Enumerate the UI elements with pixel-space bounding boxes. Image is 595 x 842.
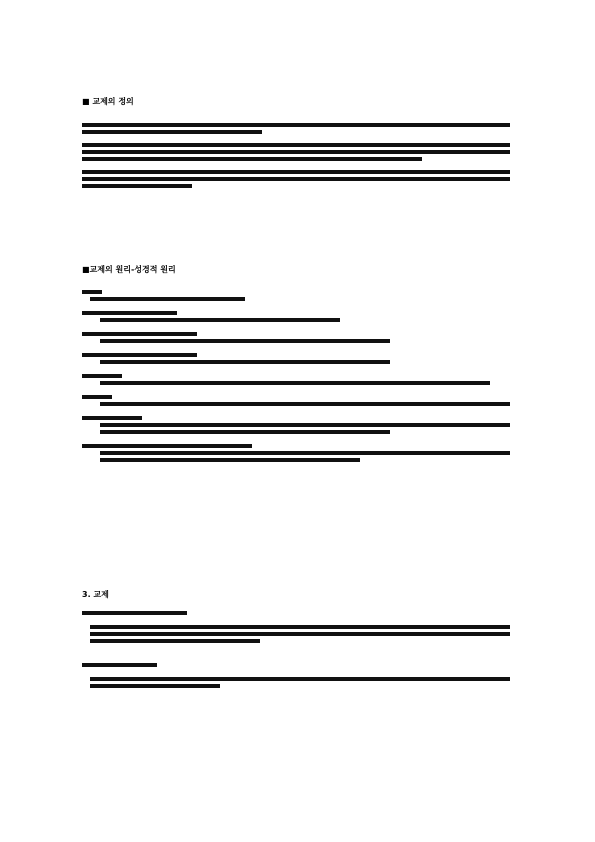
section-3-content (82, 608, 510, 691)
section-2-list (82, 287, 510, 465)
section-heading-1: ■ 교제의 정의 (82, 97, 134, 106)
section-heading-3: 3. 교제 (82, 590, 109, 599)
section-heading-2: ■교제의 원리-성경적 원리 (82, 265, 176, 274)
section-1-paragraph (82, 120, 510, 191)
